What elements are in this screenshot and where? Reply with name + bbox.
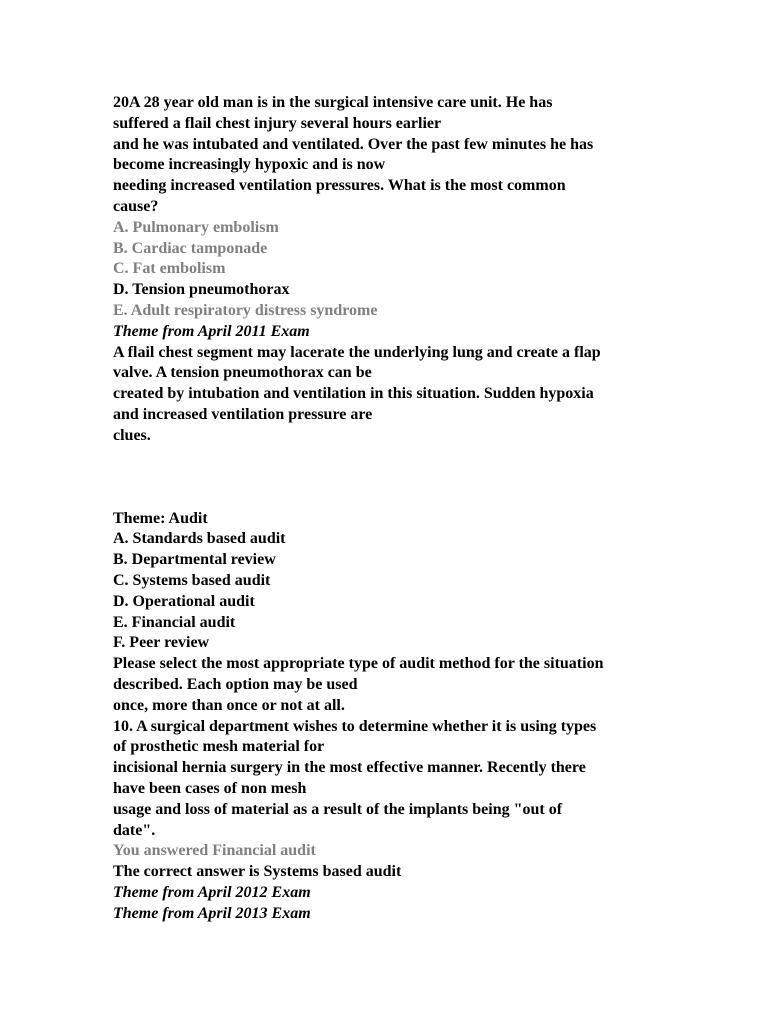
option-c: C. Fat embolism (113, 260, 226, 278)
option-c: C. Systems based audit (113, 571, 271, 589)
option-e: E. Adult respiratory distress syndrome (113, 301, 378, 319)
stem-line: needing increased ventilation pressures. What is the most common (113, 177, 566, 195)
explanation-line: clues. (113, 426, 151, 444)
option-b: B. Cardiac tamponade (113, 239, 268, 257)
question-1-stem (113, 93, 673, 218)
stem-line: suffered a flail chest injury several hours earlier (113, 114, 442, 132)
instruction-line: once, more than once or not at all. (113, 696, 345, 714)
question-2-options (113, 529, 673, 654)
question-2-theme-2012: Theme from April 2012 Exam (113, 883, 311, 901)
option-a: A. Standards based audit (113, 530, 286, 548)
stem-line: date". (113, 821, 156, 839)
option-e: E. Financial audit (113, 613, 236, 631)
question-2-stem (113, 717, 673, 842)
instruction-line: described. Each option may be used (113, 675, 358, 693)
question-2-theme-2013: Theme from April 2013 Exam (113, 904, 311, 922)
stem-line: have been cases of non mesh (113, 779, 307, 797)
question-1-explanation (113, 343, 673, 447)
question-1-theme: Theme from April 2011 Exam (113, 322, 310, 340)
stem-line: of prosthetic mesh material for (113, 738, 325, 756)
option-a: A. Pulmonary embolism (113, 218, 279, 236)
document-page (113, 93, 673, 924)
stem-line: cause? (113, 197, 159, 215)
stem-line: 20A 28 year old man is in the surgical intensive care unit. He has (113, 94, 553, 111)
option-d: D. Operational audit (113, 592, 255, 610)
explanation-line: created by intubation and ventilation in this situation. Sudden hypoxia (113, 385, 594, 403)
stem-line: and he was intubated and ventilated. Over the past few minutes he has (113, 135, 594, 153)
correct-answer-text: The correct answer is Systems based audit (113, 863, 402, 881)
question-2-instructions (113, 654, 673, 716)
question-1-options (113, 218, 673, 322)
stem-line: usage and loss of material as a result of the implants being "out of (113, 800, 563, 818)
option-f: F. Peer review (113, 634, 210, 652)
question-2-theme-title: Theme: Audit (113, 509, 208, 527)
explanation-line: and increased ventilation pressure are (113, 405, 373, 423)
section-gap (113, 447, 673, 509)
option-b: B. Departmental review (113, 551, 276, 569)
stem-line: become increasingly hypoxic and is now (113, 156, 386, 174)
instruction-line: Please select the most appropriate type of audit method for the situation (113, 655, 604, 673)
explanation-line: A flail chest segment may lacerate the underlying lung and create a flap (113, 343, 601, 361)
stem-line: incisional hernia surgery in the most effective manner. Recently there (113, 759, 586, 777)
option-d-correct: D. Tension pneumothorax (113, 281, 290, 299)
stem-line: 10. A surgical department wishes to determine whether it is using types (113, 717, 597, 735)
explanation-line: valve. A tension pneumothorax can be (113, 364, 372, 382)
you-answered-text: You answered Financial audit (113, 842, 316, 860)
